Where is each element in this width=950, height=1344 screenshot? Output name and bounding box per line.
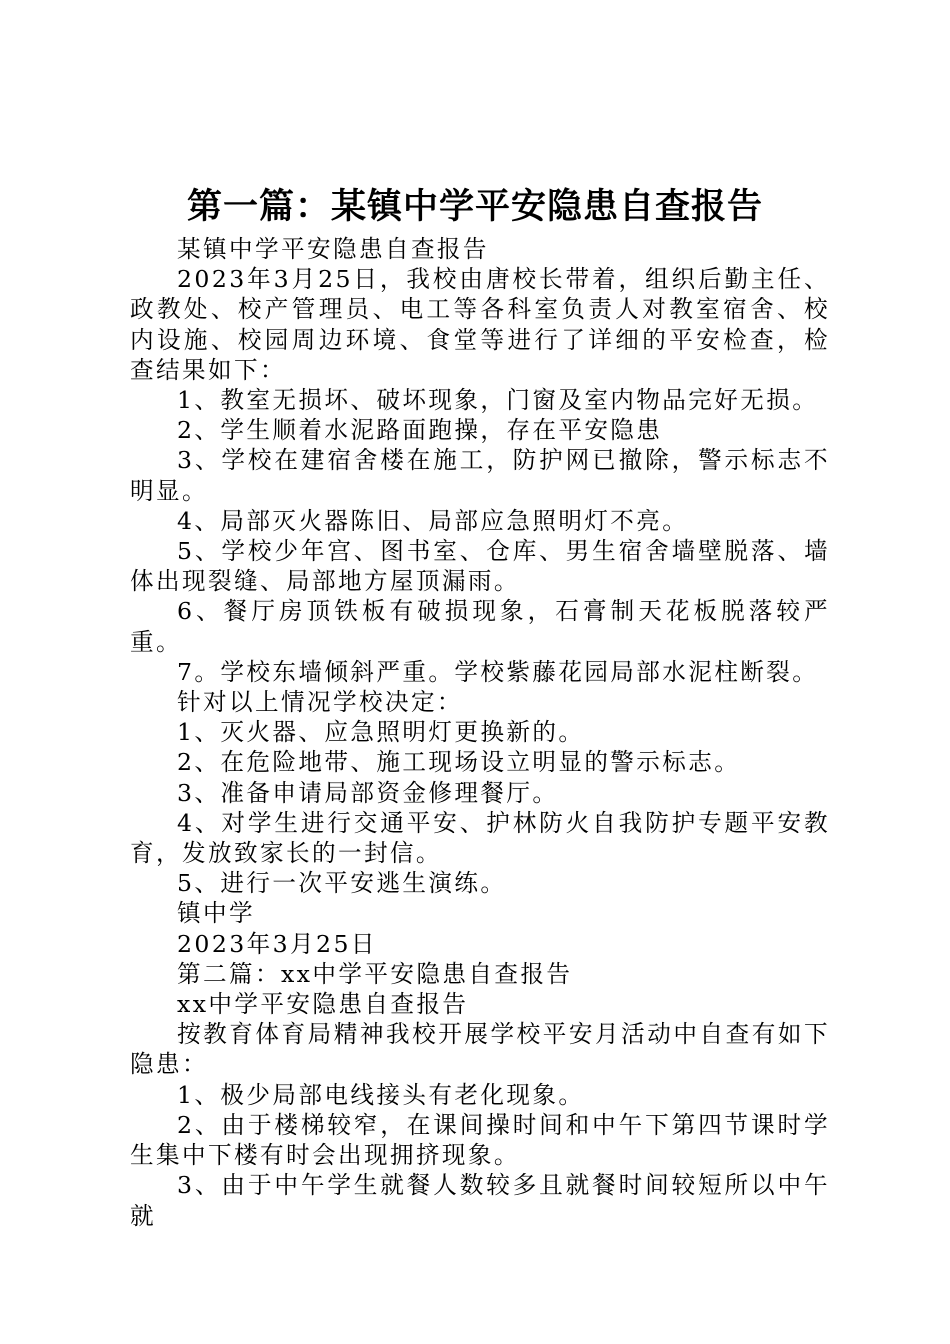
list-item: 2、在危险地带、施工现场设立明显的警示标志。: [177, 748, 741, 777]
document-title: 第一篇：某镇中学平安隐患自查报告: [186, 187, 763, 227]
paragraph: 按教育体育局精神我校开展学校平安月活动中自查有如下隐患：: [130, 1020, 830, 1079]
section-heading: 第二篇：xx中学平安隐患自查报告: [177, 959, 573, 988]
paragraph: 2023年3月25日，我校由唐校长带着，组织后勤主任、政教处、校产管理员、电工等各科室负责人对教室宿舍、校内设施、校园周边环境、食堂等进行了详细的平安检查，检查结果如下：: [130, 265, 830, 384]
list-item: 4、局部灭火器陈旧、局部应急照明灯不亮。: [177, 506, 689, 535]
paragraph: xx中学平安隐患自查报告: [177, 990, 469, 1019]
list-item: 3、学校在建宿舍楼在施工，防护网已撤除，警示标志不明显。: [130, 446, 830, 505]
list-item: 3、由于中午学生就餐人数较多且就餐时间较短所以中午就: [130, 1171, 830, 1230]
list-item: 5、进行一次平安逃生演练。: [177, 869, 507, 898]
list-item: 2、学生顺着水泥路面跑操，存在平安隐患: [177, 416, 663, 445]
document-body: [130, 234, 830, 1231]
list-item: 6、餐厅房顶铁板有破损现象，石膏制天花板脱落较严重。: [130, 597, 830, 656]
list-item: 1、教室无损坏、破坏现象，门窗及室内物品完好无损。: [177, 386, 819, 415]
list-item: 2、由于楼梯较窄，在课间操时间和中午下第四节课时学生集中下楼有时会出现拥挤现象。: [130, 1110, 830, 1170]
list-item: 5、学校少年宫、图书室、仓库、男生宿舍墙壁脱落、墙体出现裂缝、局部地方屋顶漏雨。: [130, 537, 830, 596]
list-item: 3、准备申请局部资金修理餐厅。: [177, 778, 559, 807]
list-item: 7。学校东墙倾斜严重。学校紫藤花园局部水泥柱断裂。: [177, 657, 819, 686]
list-item: 4、对学生进行交通平安、护林防火自我防护专题平安教育，发放致家长的一封信。: [130, 808, 830, 868]
list-item: 1、灭火器、应急照明灯更换新的。: [177, 718, 585, 747]
signature-school: 镇中学: [177, 899, 255, 928]
paragraph: 针对以上情况学校决定：: [177, 688, 463, 717]
signature-date: 2023年3月25日: [177, 929, 377, 958]
paragraph: 某镇中学平安隐患自查报告: [177, 235, 489, 263]
list-item: 1、极少局部电线接头有老化现象。: [177, 1080, 585, 1109]
